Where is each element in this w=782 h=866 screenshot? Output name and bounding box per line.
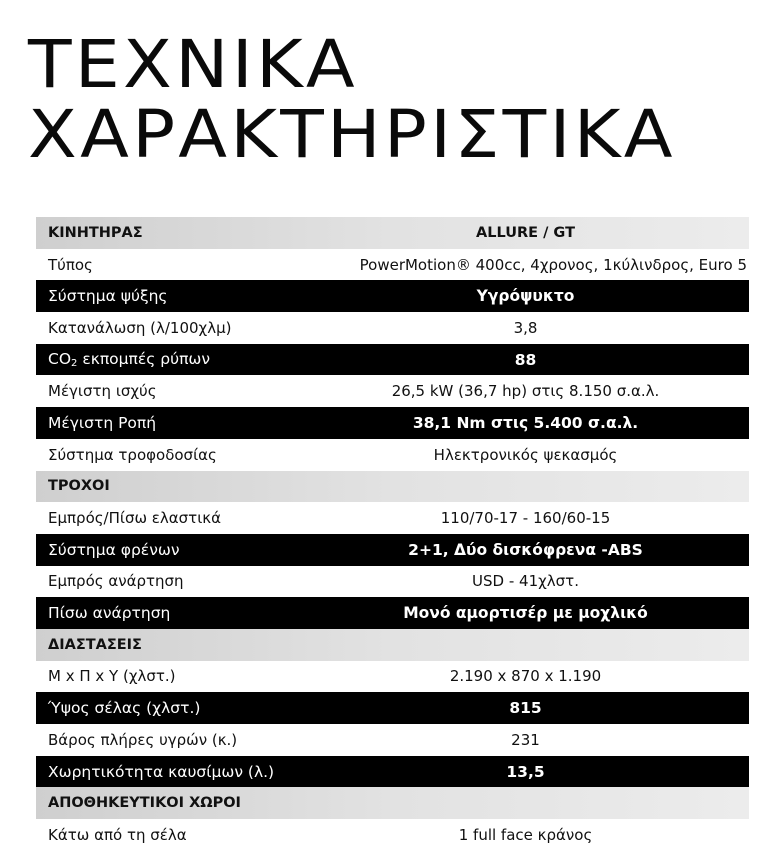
spec-row	[36, 249, 749, 281]
spec-row	[36, 566, 749, 598]
spec-value: Μονό αμορτισέρ με μοχλικό	[403, 604, 648, 623]
spec-label: Μ x Π x Υ (χλστ.)	[48, 667, 176, 686]
section-header-row	[36, 217, 749, 249]
spec-row	[36, 439, 749, 471]
title-line-2: ΧΑΡΑΚΤΗΡΙΣΤΙΚΑ	[28, 96, 676, 173]
spec-label: ΚΙΝΗΤΗΡΑΣ	[48, 224, 143, 241]
spec-label: Κάτω από τη σέλα	[48, 825, 187, 844]
spec-row	[36, 661, 749, 693]
section-header-row	[36, 787, 749, 819]
spec-label: $CO_2$ εκπομπές ρύπων	[48, 350, 211, 370]
spec-row	[36, 597, 749, 629]
specs-table	[36, 217, 749, 851]
spec-value: 815	[509, 699, 542, 718]
spec-row	[36, 502, 749, 534]
spec-row	[36, 407, 749, 439]
spec-value: 38,1 Nm στις 5.400 σ.α.λ.	[412, 413, 639, 432]
spec-row	[36, 375, 749, 407]
spec-value: 231	[511, 730, 540, 749]
spec-row	[36, 724, 749, 756]
spec-label: Χωρητικότητα καυσίμων (λ.)	[48, 762, 275, 781]
spec-value: Υγρόψυκτο	[476, 287, 575, 306]
spec-label: Μέγιστη Ροπή	[48, 413, 157, 432]
spec-label: Σύστημα ψύξης	[48, 287, 168, 306]
spec-row	[36, 312, 749, 344]
spec-label: Σύστημα φρένων	[48, 540, 180, 559]
spec-label: ΤΡΟΧΟΙ	[48, 478, 110, 495]
spec-label: Κατανάλωση (λ/100χλμ)	[48, 318, 232, 337]
spec-label: Εμπρός/Πίσω ελαστικά	[48, 509, 222, 528]
spec-row	[36, 344, 749, 376]
spec-label: ΑΠΟΘΗΚΕΥΤΙΚΟΙ ΧΩΡΟΙ	[48, 795, 241, 812]
spec-label: Σύστημα τροφοδοσίας	[48, 445, 217, 464]
spec-value: Ηλεκτρονικός ψεκασμός	[433, 445, 618, 464]
spec-label: Πίσω ανάρτηση	[48, 604, 171, 623]
spec-label: Βάρος πλήρες υγρών (κ.)	[48, 730, 238, 749]
page-title	[28, 26, 676, 173]
spec-value: 2.190 x 870 x 1.190	[449, 667, 602, 686]
spec-value: 110/70-17 - 160/60-15	[440, 509, 611, 528]
spec-value: 13,5	[506, 762, 545, 781]
spec-value: 88	[514, 350, 537, 369]
spec-label: ΔΙΑΣΤΑΣΕΙΣ	[48, 636, 142, 653]
spec-row	[36, 692, 749, 724]
spec-value: PowerMotion® 400cc, 4χρονος, 1κύλινδρος, Euro 5	[359, 255, 747, 274]
spec-label: Μέγιστη ισχύς	[48, 382, 157, 401]
spec-label: Εμπρός ανάρτηση	[48, 572, 184, 591]
section-header-row	[36, 471, 749, 503]
spec-row	[36, 756, 749, 788]
spec-value: 2+1, Δύο δισκόφρενα -ABS	[408, 540, 643, 559]
section-header-row	[36, 629, 749, 661]
spec-label: Ύψος σέλας (χλστ.)	[48, 699, 201, 718]
title-line-1: ΤΕΧΝΙΚΑ	[28, 26, 358, 103]
spec-row	[36, 280, 749, 312]
spec-value: 3,8	[513, 318, 538, 337]
spec-value: USD - 41χλστ.	[472, 572, 579, 591]
spec-value: 1 full face κράνος	[458, 825, 593, 844]
spec-value: ALLURE / GT	[476, 224, 575, 241]
spec-row	[36, 819, 749, 851]
spec-value: 26,5 kW (36,7 hp) στις 8.150 σ.α.λ.	[391, 382, 660, 401]
spec-row	[36, 534, 749, 566]
spec-label: Τύπος	[48, 255, 93, 274]
